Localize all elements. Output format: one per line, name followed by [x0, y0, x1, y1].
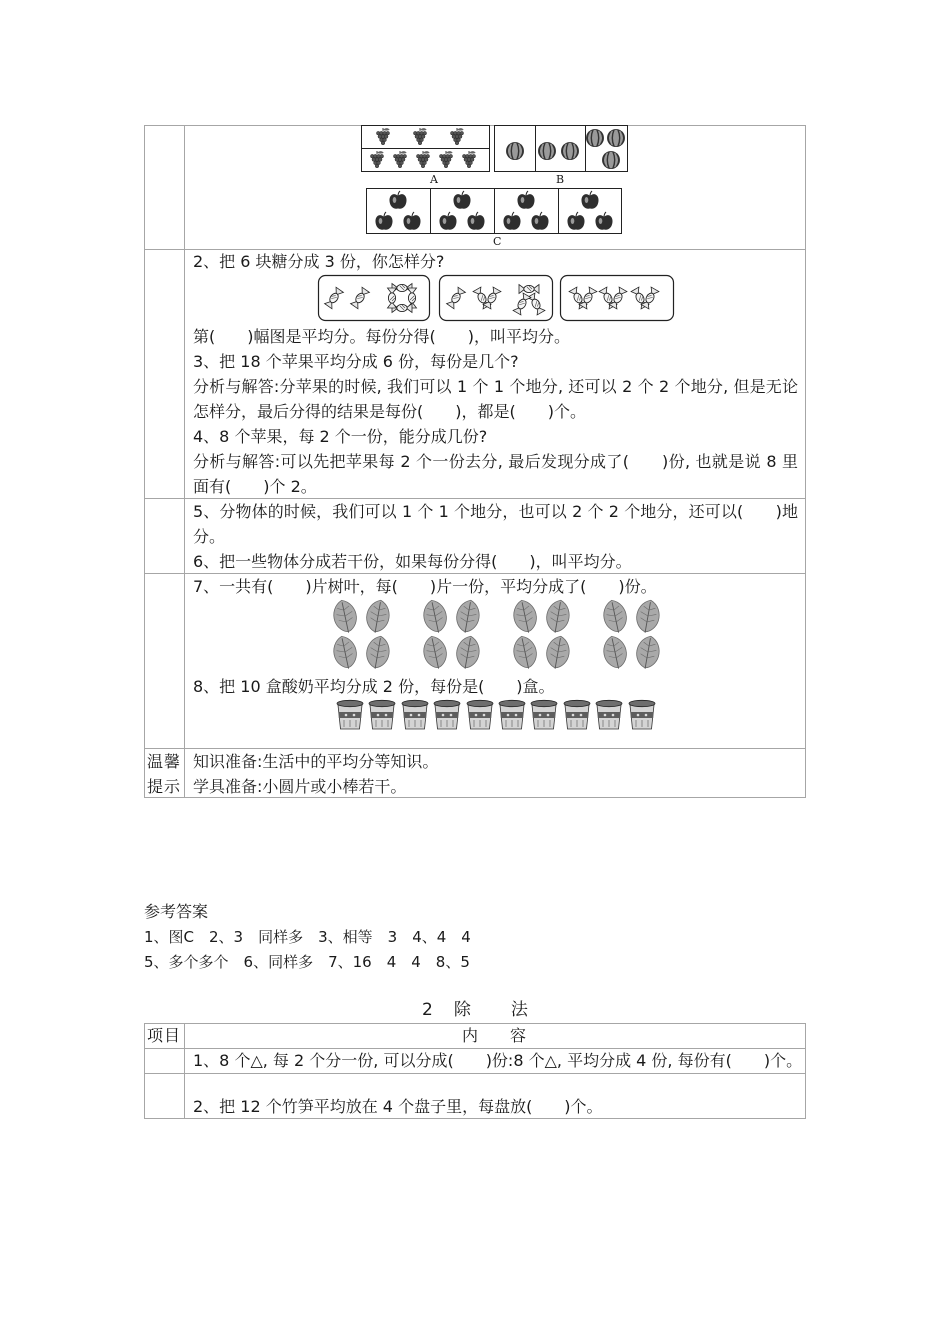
answers-line-1: 1、图C 2、3 同样多 3、相等 3 4、4 4 — [144, 928, 471, 946]
candy-figures — [317, 274, 675, 323]
apple — [595, 212, 612, 230]
grape-bunch — [462, 151, 475, 168]
leaf — [331, 598, 360, 635]
yogurt-cup — [369, 700, 395, 729]
leaf — [364, 598, 392, 634]
watermelon — [561, 142, 578, 159]
grape-bunch — [376, 128, 389, 145]
tips-tools: 学具准备:小圆片或小棒若干。 — [193, 777, 407, 796]
question-5-line-1: 5、分物体的时候，我们可以 1 个 1 个地分，也可以 2 个 2 个地分，还可以( )地 — [193, 502, 798, 521]
lesson-2-column-divider — [184, 1023, 185, 1119]
lesson-2-row-divider — [144, 1073, 806, 1074]
apple — [517, 191, 534, 209]
yogurt-cup — [564, 700, 590, 729]
lesson-2-question-2: 2、把 12 个竹笋平均放在 4 个盘子里，每盘放( )个。 — [193, 1097, 603, 1116]
candy — [527, 293, 545, 315]
table-row-divider — [144, 498, 806, 499]
leaf — [421, 598, 450, 635]
apple — [453, 191, 470, 209]
table-row-divider — [144, 573, 806, 574]
candy — [351, 287, 370, 309]
candy — [447, 287, 466, 309]
candy — [519, 285, 539, 294]
yogurt-cups-figure — [334, 699, 659, 732]
watermelon — [506, 142, 523, 159]
figure-c-label: C — [493, 235, 502, 248]
apple — [389, 191, 406, 209]
leaf — [544, 598, 572, 634]
question-4-prompt: 4、8 个苹果，每 2 个一份，能分成几份? — [193, 427, 488, 446]
leaf — [634, 598, 662, 634]
question-3-prompt: 3、把 18 个苹果平均分成 6 份，每份是几个? — [193, 352, 519, 371]
question-3-analysis-line-2: 怎样分，最后分得的结果是每份( )，都是( )个。 — [193, 402, 586, 421]
question-2-prompt: 2、把 6 块糖分成 3 份，你怎样分? — [193, 252, 445, 271]
grape-bunch — [439, 151, 452, 168]
watermelon — [538, 142, 555, 159]
question-2-blank-line: 第( )幅图是平均分。每份分得( )，叫平均分。 — [193, 327, 570, 346]
lesson-2-question-1: 1、8 个△, 每 2 个分一份, 可以分成( )份:8 个△, 平均分成 4 份, 每份有( )个。 — [193, 1051, 803, 1070]
lesson-2-row-divider — [144, 1048, 806, 1049]
lesson-2-header-content: 内 容 — [462, 1026, 527, 1045]
yogurt-cup — [337, 700, 363, 729]
leaf — [634, 634, 662, 670]
figure-a-grapes — [361, 125, 490, 173]
apple — [503, 212, 520, 230]
question-7-line: 7、一共有( )片树叶，每( )片一份，平均分成了( )份。 — [193, 577, 657, 596]
question-6-line: 6、把一些物体分成若干份，如果每份分得( )，叫平均分。 — [193, 552, 632, 571]
table-column-divider — [184, 125, 185, 798]
yogurt-cup — [596, 700, 622, 729]
leaf — [511, 634, 540, 671]
figure-c-apples — [366, 188, 622, 235]
leaf — [454, 634, 482, 670]
grape-bunch — [416, 151, 429, 168]
question-5-line-2: 分。 — [193, 527, 226, 546]
question-3-analysis-line-1: 分析与解答:分苹果的时候, 我们可以 1 个 1 个地分, 还可以 2 个 2 个地分, 但是无论 — [193, 377, 798, 396]
figure-b-label: B — [556, 173, 565, 186]
apple — [467, 212, 484, 230]
tips-knowledge: 知识准备:生活中的平均分等知识。 — [193, 752, 439, 771]
lesson-2-title: 2 除 法 — [422, 1000, 530, 1020]
leaf — [331, 634, 360, 671]
apple — [531, 212, 548, 230]
leaf — [364, 634, 392, 670]
apple — [567, 212, 584, 230]
figure-b-watermelons — [494, 125, 628, 173]
answers-line-2: 5、多个多个 6、同样多 7、16 4 4 8、5 — [144, 953, 470, 971]
leaf — [454, 598, 482, 634]
yogurt-cup — [629, 700, 655, 729]
leaf — [544, 634, 572, 670]
answers-title: 参考答案 — [144, 902, 209, 921]
candy — [325, 287, 344, 309]
lesson-2-header-item: 项目 — [147, 1026, 182, 1045]
yogurt-cup — [531, 700, 557, 729]
grape-bunch — [450, 128, 463, 145]
leaf — [601, 598, 630, 635]
apple — [581, 191, 598, 209]
tips-label-line-2: 提示 — [147, 777, 182, 796]
watermelon — [607, 129, 624, 146]
grape-bunch — [413, 128, 426, 145]
yogurt-cup — [402, 700, 428, 729]
table-row-divider — [144, 748, 806, 749]
candy — [388, 288, 397, 308]
question-4-analysis-line-2: 面有( )个 2。 — [193, 477, 317, 496]
watermelon — [586, 129, 603, 146]
apple — [403, 212, 420, 230]
candy — [513, 293, 531, 315]
grape-bunch — [393, 151, 406, 168]
table-row-divider — [144, 249, 806, 250]
leaf — [601, 634, 630, 671]
grape-bunch — [370, 151, 383, 168]
yogurt-cup — [434, 700, 460, 729]
figure-a-label: A — [430, 173, 438, 186]
tips-label-line-1: 温馨 — [147, 752, 182, 771]
yogurt-cup — [467, 700, 493, 729]
yogurt-cup — [499, 700, 525, 729]
question-8-line: 8、把 10 盒酸奶平均分成 2 份，每份是( )盒。 — [193, 677, 555, 696]
watermelon — [602, 151, 619, 168]
leaf — [421, 634, 450, 671]
apple — [375, 212, 392, 230]
apple — [439, 212, 456, 230]
question-4-analysis-line-1: 分析与解答:可以先把苹果每 2 个一份去分, 最后发现分成了( )份, 也就是说 8 里 — [193, 452, 798, 471]
leaves-figure — [330, 598, 666, 671]
leaf — [511, 598, 540, 635]
